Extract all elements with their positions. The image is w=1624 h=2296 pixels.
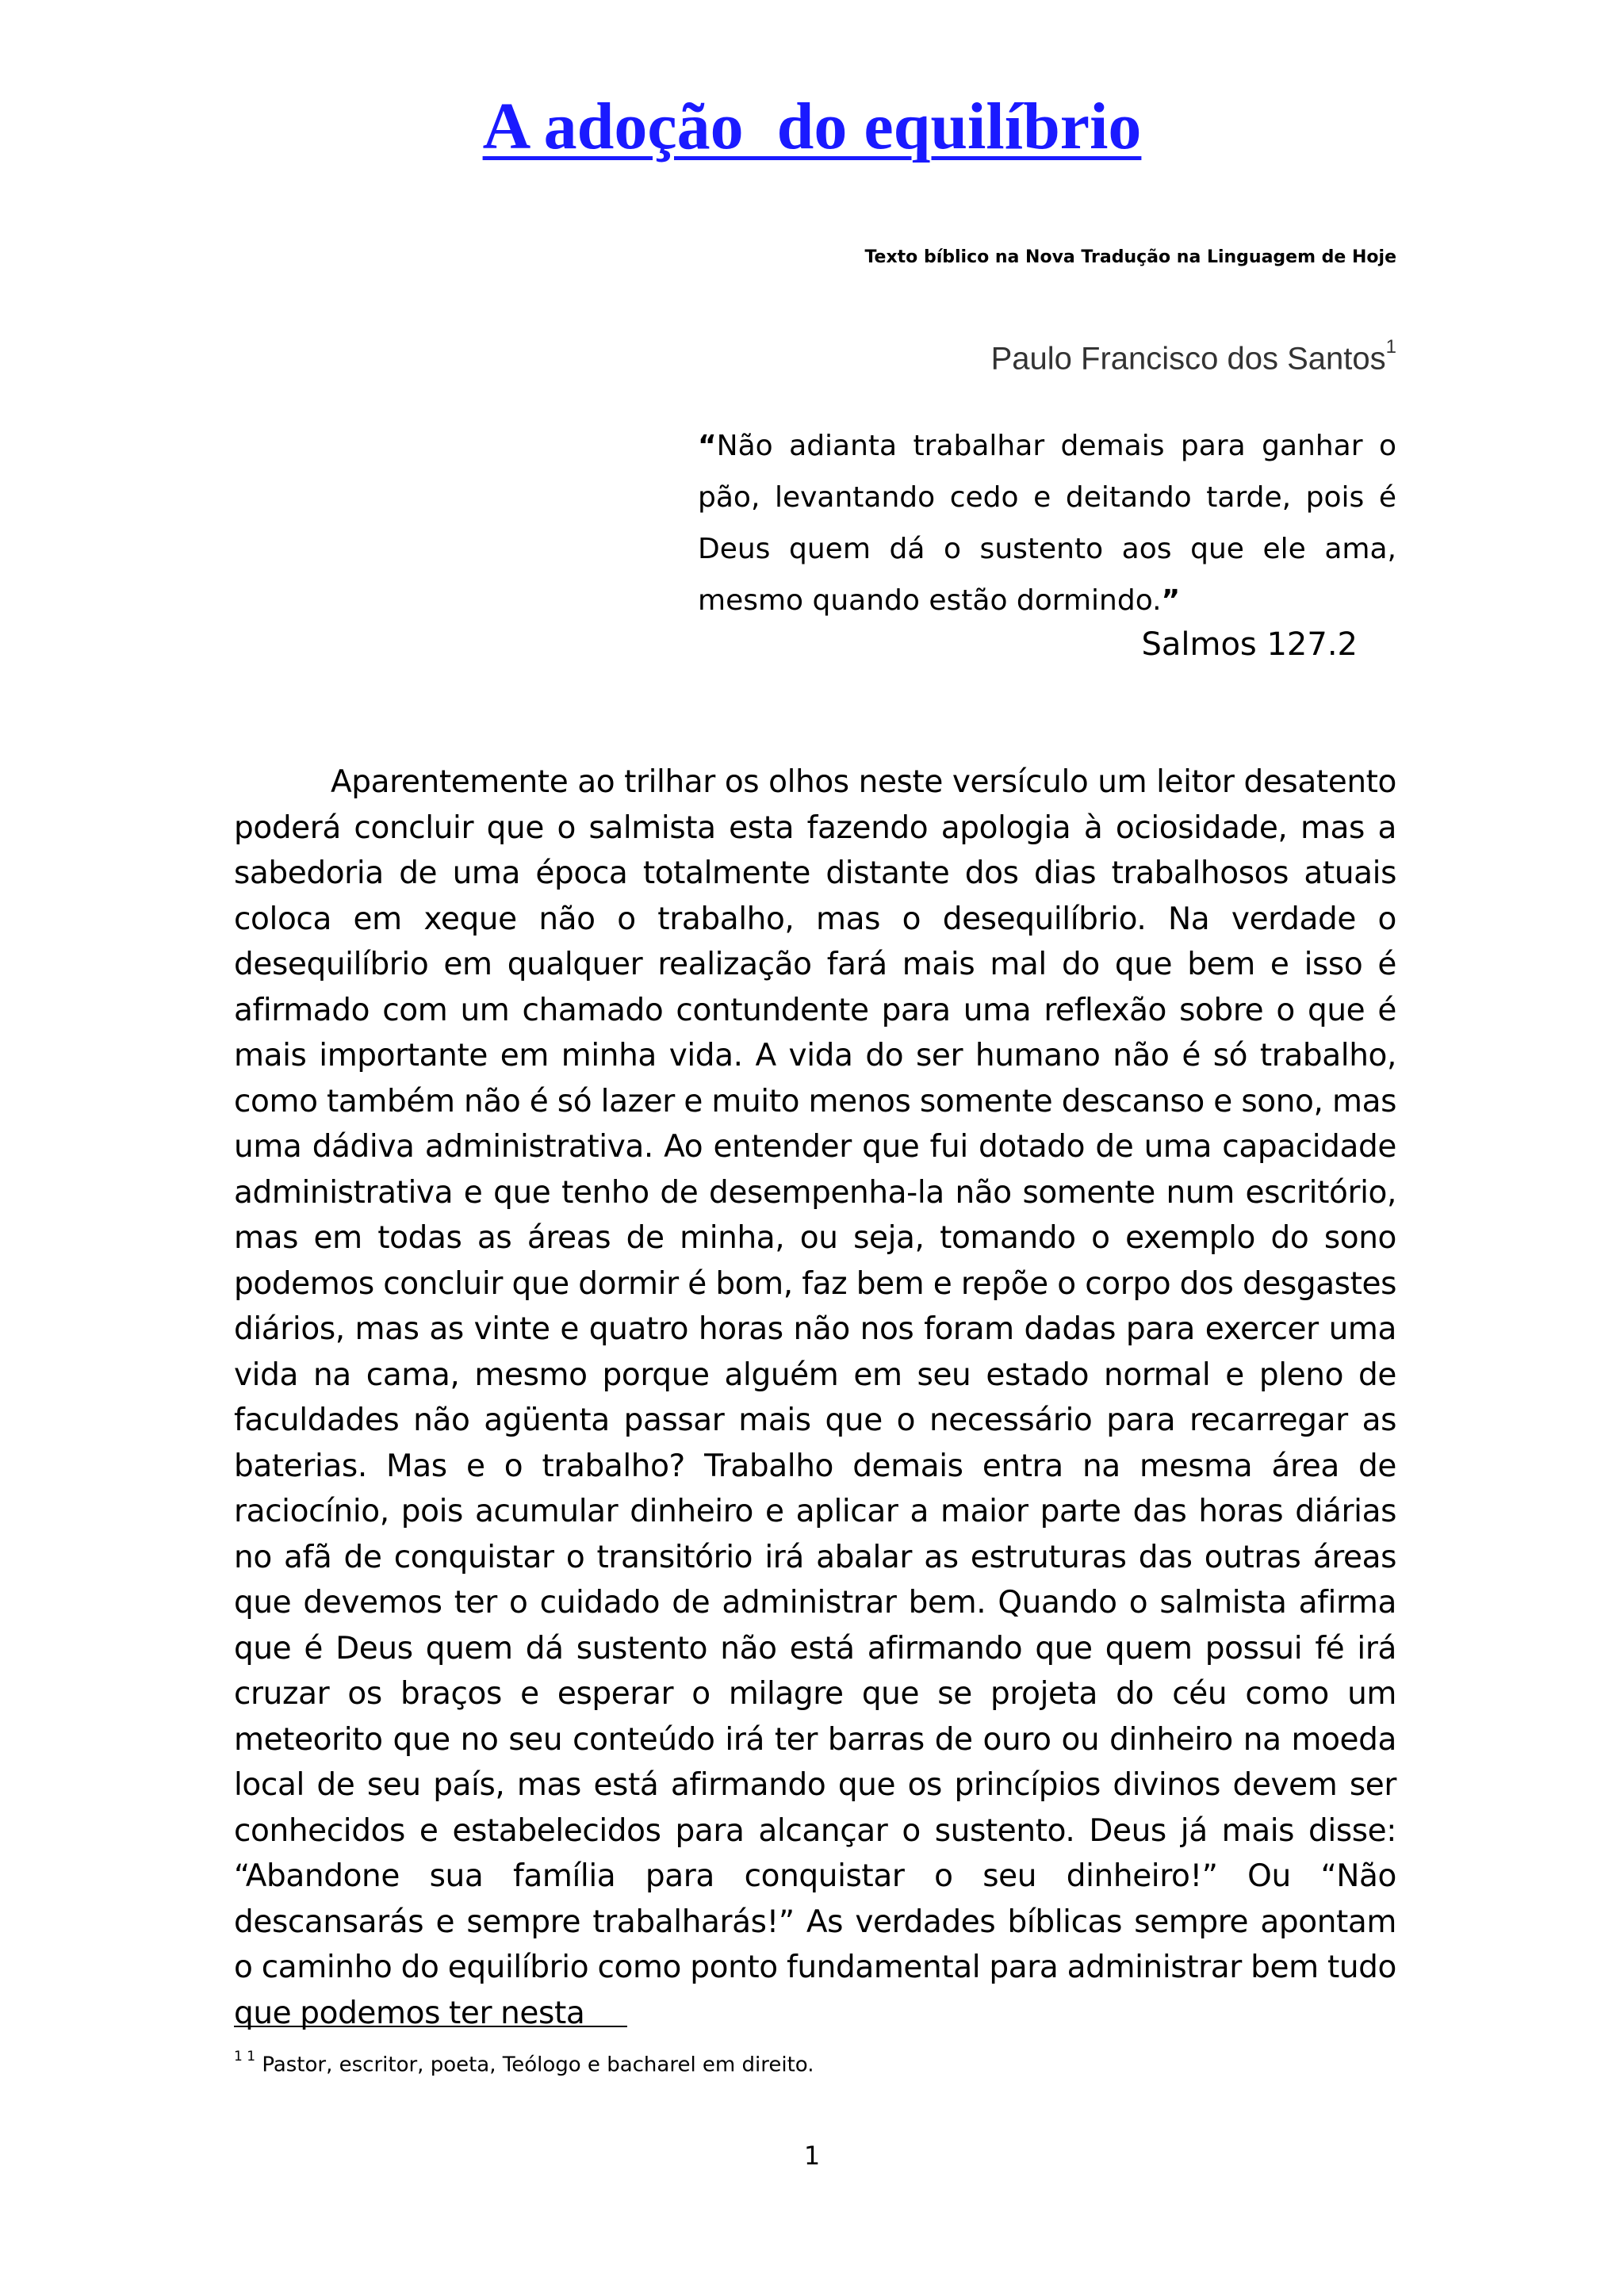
epigraph-close-quote: ”: [1161, 584, 1181, 617]
epigraph-text: Não adianta trabalhar demais para ganhar o pão, levantando cedo e deitando tarde, pois é Deus quem dá o sustento aos que ele ama, mesmo quando estão dormindo.: [698, 430, 1396, 617]
epigraph-open-quote: “: [698, 430, 717, 462]
author-footnote-mark: 1: [1385, 336, 1396, 358]
epigraph-quote: [698, 420, 1396, 626]
footnote-text: Pastor, escritor, poeta, Teólogo e bacharel em direito.: [262, 2053, 814, 2077]
document-title: A adoção do equilíbrio: [482, 90, 1142, 163]
footnote-divider: [234, 2026, 627, 2027]
epigraph-reference: Salmos 127.2: [1141, 626, 1358, 663]
bible-translation-note: Texto bíblico na Nova Tradução na Linguagem de Hoje: [864, 247, 1396, 267]
body-paragraph: Aparentemente ao trilhar os olhos neste versículo um leitor desatento poderá concluir que o salmista esta fazendo apologia à ociosidade, mas a sabedoria de uma época totalmente distante dos dias trabalhosos atuais coloca em xeque não o trabalho, mas o desequilíbrio. Na verdade o desequilíbrio em qualquer realização fará mais mal do que bem e isso é afirmado com um chamado contundente para uma reflexão sobre o que é mais importante em minha vida. A vida do ser humano não é só trabalho, como também não é só lazer e muito menos somente descanso e sono, mas uma dádiva administrativa. Ao entender que fui dotado de uma capacidade administrativa e que tenho de desempenha-la não somente num escritório, mas em todas as áreas de minha, ou seja, tomando o exemplo do sono podemos concluir que dormir é bom, faz bem e repõe o corpo dos desgastes diários, mas as vinte e quatro horas não nos foram dadas para exercer uma vida na cama, mesmo porque alguém em seu estado normal e pleno de faculdades não agüenta passar mais que o necessário para recarregar as baterias. Mas e o trabalho? Trabalho demais entra na mesma área de raciocínio, pois acumular dinheiro e aplicar a maior parte das horas diárias no afã de conquistar o transitório irá abalar as estruturas das outras áreas que devemos ter o cuidado de administrar bem. Quando o salmista afirma que é Deus quem dá sustento não está afirmando que quem possui fé irá cruzar os braços e esperar o milagre que se projeta do céu como um meteorito que no seu conteúdo irá ter barras de ouro ou dinheiro na moeda local de seu país, mas está afirmando que os princípios divinos devem ser conhecidos e estabelecidos para alcançar o sustento. Deus já mais disse: “Abandone sua família para conquistar o seu dinheiro!” Ou “Não descansarás e sempre trabalharás!” As verdades bíblicas sempre apontam o caminho do equilíbrio como ponto fundamental para administrar bem tudo que podemos ter nesta: [234, 764, 1396, 2031]
author-text: Paulo Francisco dos Santos: [990, 341, 1386, 377]
footnote: [234, 2049, 814, 2077]
footnote-mark: 1 1: [234, 2049, 256, 2064]
author-name: [990, 336, 1396, 377]
page-number: 1: [803, 2141, 821, 2171]
